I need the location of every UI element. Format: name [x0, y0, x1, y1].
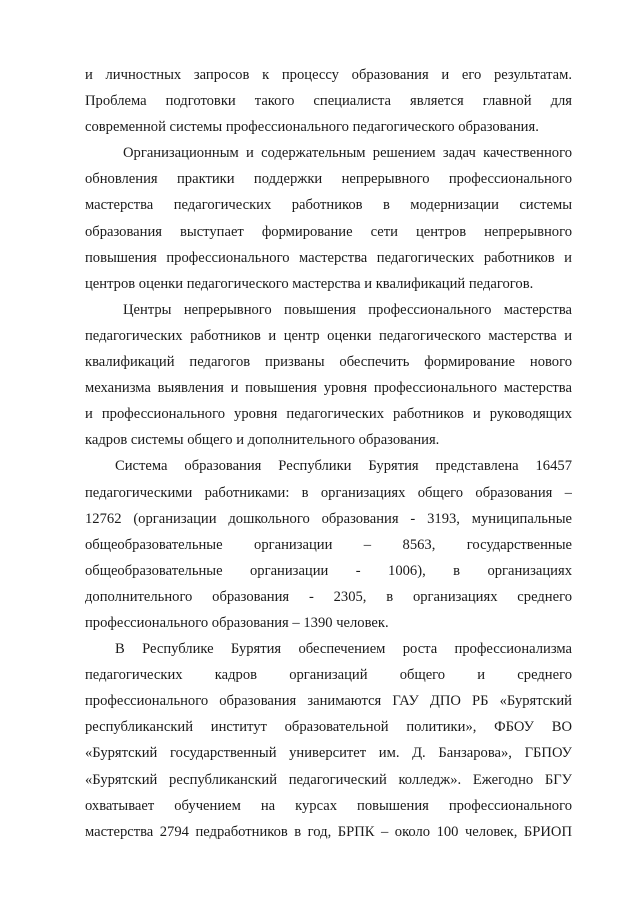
paragraph	[85, 62, 572, 140]
text-line: центров оценки педагогического мастерства и квалификаций педагогов.	[85, 275, 534, 292]
text-line: дополнительного образования - 2305, в организациях среднего	[85, 588, 572, 605]
text-line: квалификаций педагогов призваны обеспечить формирование нового	[85, 354, 572, 371]
text-line: кадров системы общего и дополнительного образования.	[85, 432, 440, 449]
text-line: мастерства 2794 педработников в год, БРПК – около 100 человек, БРИОП	[85, 823, 572, 840]
text-line: «Бурятский государственный университет им. Д. Банзарова», ГБПОУ	[85, 745, 572, 762]
text-line: педагогических работников и центр оценки педагогического мастерства и	[85, 327, 572, 344]
text-line: В Республике Бурятия обеспечением роста профессионализма	[115, 641, 572, 658]
text-line: «Бурятский республиканский педагогический колледж». Ежегодно БГУ	[85, 771, 572, 788]
document-body	[85, 62, 572, 845]
text-line: механизма выявления и повышения уровня профессионального мастерства	[85, 380, 572, 397]
text-line: профессионального образования занимаются ГАУ ДПО РБ «Бурятский	[85, 693, 572, 710]
text-line: республиканский институт образовательной политики», ФБОУ ВО	[85, 719, 572, 736]
text-line: Центры непрерывного повышения профессионального мастерства	[123, 301, 572, 318]
text-line: мастерства педагогических работников в модернизации системы	[85, 197, 572, 214]
text-line: образования выступает формирование сети центров непрерывного	[85, 223, 572, 240]
text-line: Проблема подготовки такого специалиста является главной для	[85, 93, 572, 110]
text-line: общеобразовательные организации - 1006), в организациях	[85, 562, 572, 579]
paragraph	[85, 636, 572, 845]
text-line: и личностных запросов к процессу образования и его результатам.	[85, 67, 572, 83]
text-line: профессионального образования – 1390 человек.	[85, 614, 389, 631]
text-line: охватывает обучением на курсах повышения профессионального	[85, 797, 572, 814]
text-line: 12762 (организации дошкольного образования - 3193, муниципальные	[85, 510, 572, 527]
paragraph	[85, 453, 572, 636]
paragraph	[85, 297, 572, 454]
paragraph	[85, 140, 572, 297]
text-line: и профессионального уровня педагогических работников и руководящих	[85, 406, 572, 423]
text-line: общеобразовательные организации – 8563, государственные	[85, 536, 572, 553]
text-line: обновления практики поддержки непрерывного профессионального	[85, 171, 572, 188]
text-line: современной системы профессионального педагогического образования.	[85, 119, 539, 136]
text-line: педагогическими работниками: в организациях общего образования –	[85, 484, 572, 501]
text-line: Система образования Республики Бурятия представлена 16457	[115, 458, 572, 475]
text-line: педагогических кадров организаций общего и среднего	[85, 667, 572, 684]
text-line: Организационным и содержательным решением задач качественного	[123, 145, 572, 162]
text-line: повышения профессионального мастерства педагогических работников и	[85, 249, 572, 266]
